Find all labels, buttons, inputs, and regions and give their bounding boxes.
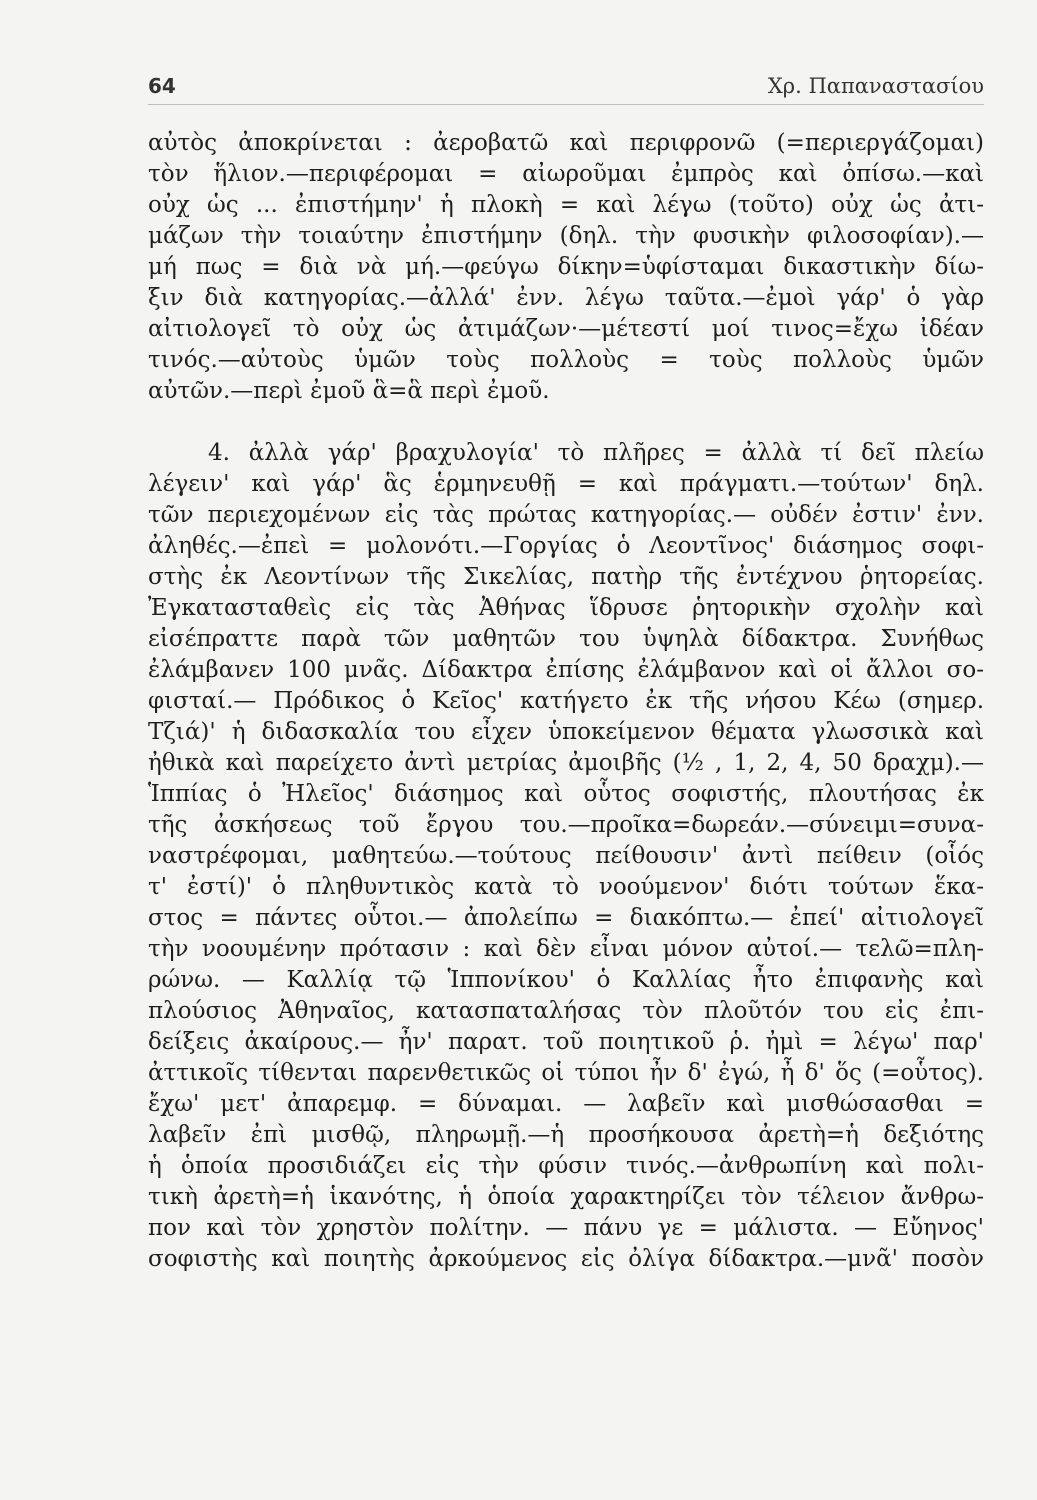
- text-line: Ἐγκατασταθεὶς εἰς τὰς Ἀθήνας ἵδρυσε ῥητορικὴν σχολὴν καὶ: [148, 595, 984, 621]
- running-head: Χρ. Παπαναστασίου: [767, 74, 984, 98]
- text-line: μή πως = διὰ νὰ μή.—φεύγω δίκην=ὑφίσταμαι δικαστικὴν δίω-: [148, 254, 984, 280]
- text-line: ἡ ὁποία προσιδιάζει εἰς τὴν φύσιν τινός.—ἀνθρωπίνη καὶ πολι-: [148, 1153, 984, 1179]
- text-line: Τζιά)' ἡ διδασκαλία του εἶχεν ὑποκείμενον θέματα γλωσσικὰ καὶ: [148, 719, 984, 745]
- text-line: ρώνω. — Καλλίᾳ τῷ Ἱππονίκου' ὁ Καλλίας ἦτο ἐπιφανὴς καὶ: [148, 967, 984, 993]
- text-line: εἰσέπραττε παρὰ τῶν μαθητῶν του ὑψηλὰ δίδακτρα. Συνήθως: [148, 626, 984, 652]
- text-line: αὐτὸς ἀποκρίνεται : ἀεροβατῶ καὶ περιφρονῶ (=περιεργάζομαι): [148, 130, 984, 156]
- text-line: στὴς ἐκ Λεοντίνων τῆς Σικελίας, πατὴρ τῆς ἐντέχνου ῥητορείας.: [148, 564, 984, 590]
- text-line: οὐχ ὡς ... ἐπιστήμην' ἡ πλοκὴ = καὶ λέγω (τοῦτο) οὐχ ὡς ἀτι-: [148, 192, 984, 218]
- text-line: 4. ἀλλὰ γάρ' βραχυλογία' τὸ πλῆρες = ἀλλὰ τί δεῖ πλείω: [208, 440, 984, 466]
- text-line: τῆς ἀσκήσεως τοῦ ἔργου του.—προῖκα=δωρεάν.—σύνειμι=συνα-: [148, 812, 984, 838]
- text-line: μάζων τὴν τοιαύτην ἐπιστήμην (δηλ. τὴν φυσικὴν φιλοσοφίαν).—: [148, 223, 984, 249]
- text-line: λαβεῖν ἐπὶ μισθῷ, πληρωμῇ.—ἡ προσήκουσα ἀρετὴ=ἡ δεξιότης: [148, 1122, 984, 1148]
- text-line: φισταί.— Πρόδικος ὁ Κεῖος' κατήγετο ἐκ τῆς νήσου Κέω (σημερ.: [148, 688, 984, 714]
- text-line: ἠθικὰ καὶ παρείχετο ἀντὶ μετρίας ἀμοιβῆς (½ , 1, 2, 4, 50 δραχμ).—: [148, 750, 984, 776]
- text-line: αὐτῶν.—περὶ ἐμοῦ ἃ=ἃ περὶ ἐμοῦ.: [148, 378, 550, 404]
- text-line: αἰτιολογεῖ τὸ οὐχ ὡς ἀτιμάζων·—μέτεστί μοί τινος=ἔχω ἰδέαν: [148, 316, 984, 342]
- page-header: [148, 70, 984, 105]
- paragraph-1: [148, 128, 984, 407]
- text-line: δείξεις ἀκαίρους.— ἦν' παρατ. τοῦ ποιητικοῦ ῥ. ἠμὶ = λέγω' παρ': [148, 1029, 984, 1055]
- text-line: Ἱππίας ὁ Ἠλεῖος' διάσημος καὶ οὗτος σοφιστής, πλουτήσας ἐκ: [148, 781, 984, 807]
- text-line: σοφιστὴς καὶ ποιητὴς ἀρκούμενος εἰς ὀλίγα δίδακτρα.—μνᾶ' ποσὸν: [148, 1246, 984, 1272]
- text-line: τὴν νοουμένην πρότασιν : καὶ δὲν εἶναι μόνον αὐτοί.— τελῶ=πλη-: [148, 936, 984, 962]
- text-line: τῶν περιεχομένων εἰς τὰς πρώτας κατηγορίας.— οὐδέν ἐστιν' ἐνν.: [148, 502, 984, 528]
- text-line: ξιν διὰ κατηγορίας.—ἀλλά' ἐνν. λέγω ταῦτα.—ἐμοὶ γάρ' ὁ γὰρ: [148, 285, 984, 311]
- text-line: πλούσιος Ἀθηναῖος, κατασπαταλήσας τὸν πλοῦτόν του εἰς ἐπι-: [148, 998, 984, 1024]
- text-line: τ' ἐστί)' ὁ πληθυντικὸς κατὰ τὸ νοούμενον' διότι τούτων ἕκα-: [148, 874, 984, 900]
- text-line: ναστρέφομαι, μαθητεύω.—τούτους πείθουσιν' ἀντὶ πείθειν (οἷός: [148, 843, 984, 869]
- text-line: ἀττικοῖς τίθενται παρενθετικῶς οἱ τύποι ἦν δ' ἐγώ, ἦ δ' ὅς (=οὗτος).: [148, 1060, 984, 1086]
- text-line: τὸν ἥλιον.—περιφέρομαι = αἰωροῦμαι ἐμπρὸς καὶ ὀπίσω.—καὶ: [148, 161, 984, 187]
- paragraph-gap: [148, 407, 984, 438]
- text-line: ἔχω' μετ' ἀπαρεμφ. = δύναμαι. — λαβεῖν καὶ μισθώσασθαι =: [148, 1091, 984, 1117]
- text-line: ἀληθές.—ἐπεὶ = μολονότι.—Γοργίας ὁ Λεοντῖνος' διάσημος σοφι-: [148, 533, 984, 559]
- text-line: πον καὶ τὸν χρηστὸν πολίτην. — πάνυ γε = μάλιστα. — Εὔηνος': [148, 1215, 984, 1241]
- text-line: στος = πάντες οὗτοι.— ἀπολείπω = διακόπτω.— ἐπεί' αἰτιολογεῖ: [148, 905, 984, 931]
- text-line: λέγειν' καὶ γάρ' ἃς ἑρμηνευθῇ = καὶ πράγματι.—τούτων' δηλ.: [148, 471, 984, 497]
- paragraph-2: [148, 438, 984, 1275]
- text-line: τινός.—αὐτοὺς ὑμῶν τοὺς πολλοὺς = τοὺς πολλοὺς ὑμῶν: [148, 347, 984, 373]
- text-line: τικὴ ἀρετὴ=ἡ ἱκανότης, ἡ ὁποία χαρακτηρίζει τὸν τέλειον ἄνθρω-: [148, 1184, 984, 1210]
- text-line: ἐλάμβανεν 100 μνᾶς. Δίδακτρα ἐπίσης ἐλάμβανον καὶ οἱ ἄλλοι σο-: [148, 657, 984, 683]
- body-text: [148, 128, 984, 1275]
- page-number: 64: [148, 74, 176, 98]
